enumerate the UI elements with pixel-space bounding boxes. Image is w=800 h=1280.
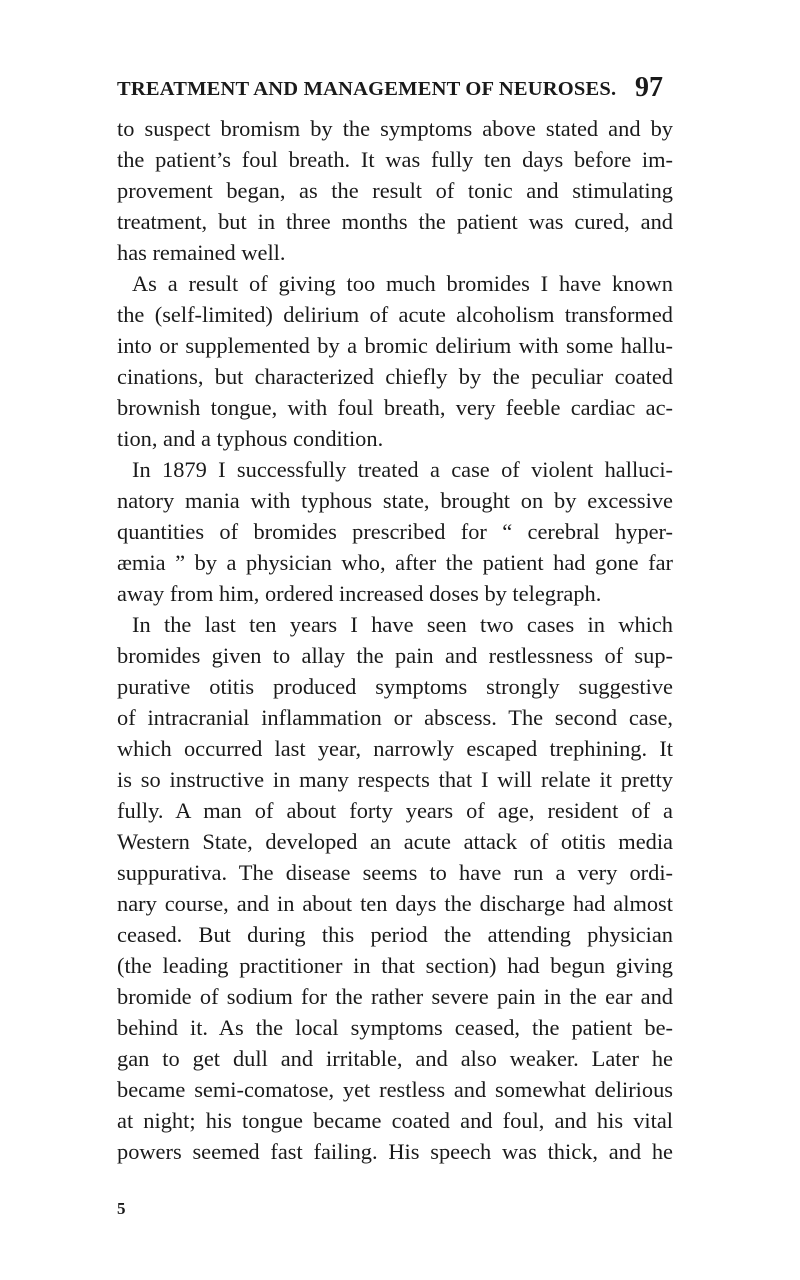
- text-line: gan to get dull and irritable, and also weaker. Later he: [117, 1046, 673, 1071]
- text-line: Western State, developed an acute attack of otitis media: [117, 829, 673, 854]
- text-line: treatment, but in three months the patient was cured, and: [117, 209, 673, 234]
- text-line: purative otitis produced symptoms strongly suggestive: [117, 674, 673, 699]
- text-line: suppurativa. The disease seems to have run a very ordi-: [117, 860, 673, 885]
- text-line: bromides given to allay the pain and restlessness of sup-: [117, 643, 673, 668]
- text-line: of intracranial inflammation or abscess. The second case,: [117, 705, 673, 730]
- running-head: [103, 68, 663, 108]
- text-line: bromide of sodium for the rather severe pain in the ear and: [117, 984, 673, 1009]
- text-line: (the leading practitioner in that section) had begun giving: [117, 953, 673, 978]
- text-line: ceased. But during this period the attending physician: [117, 922, 673, 947]
- text-line: behind it. As the local symptoms ceased, the patient be-: [117, 1015, 673, 1040]
- text-line: the patient’s foul breath. It was fully ten days before im-: [117, 147, 673, 172]
- text-line: fully. A man of about forty years of age, resident of a: [117, 798, 673, 823]
- text-line: quantities of bromides prescribed for “ cerebral hyper-: [117, 519, 673, 544]
- text-line: became semi-comatose, yet restless and somewhat delirious: [117, 1077, 673, 1102]
- text-line: the (self-limited) delirium of acute alcoholism transformed: [117, 302, 673, 327]
- body-text: [117, 113, 673, 1167]
- text-line: into or supplemented by a bromic delirium with some hallu-: [117, 333, 673, 358]
- text-line: tion, and a typhous condition.: [117, 426, 384, 451]
- text-line: provement began, as the result of tonic and stimulating: [117, 178, 673, 203]
- text-line: In the last ten years I have seen two cases in which: [132, 612, 673, 637]
- signature-mark: 5: [117, 1199, 126, 1218]
- text-line: cinations, but characterized chiefly by the peculiar coated: [117, 364, 673, 389]
- text-line: As a result of giving too much bromides I have known: [132, 271, 673, 296]
- text-line: nary course, and in about ten days the discharge had almost: [117, 891, 673, 916]
- text-line: powers seemed fast failing. His speech was thick, and he: [117, 1139, 673, 1164]
- text-line: to suspect bromism by the symptoms above stated and by: [117, 116, 673, 141]
- text-line: brownish tongue, with foul breath, very feeble cardiac ac-: [117, 395, 673, 420]
- text-line: In 1879 I successfully treated a case of violent halluci-: [132, 457, 673, 482]
- text-line: is so instructive in many respects that I will relate it pretty: [117, 767, 673, 792]
- page-number: 97: [635, 72, 663, 103]
- text-line: away from him, ordered increased doses by telegraph.: [117, 581, 602, 606]
- text-line: has remained well.: [117, 240, 286, 265]
- running-title: TREATMENT AND MANAGEMENT OF NEUROSES.: [117, 78, 617, 100]
- text-line: at night; his tongue became coated and foul, and his vital: [117, 1108, 673, 1133]
- text-line: natory mania with typhous state, brought on by excessive: [117, 488, 673, 513]
- text-line: æmia ” by a physician who, after the patient had gone far: [117, 550, 673, 575]
- text-line: which occurred last year, narrowly escaped trephining. It: [117, 736, 673, 761]
